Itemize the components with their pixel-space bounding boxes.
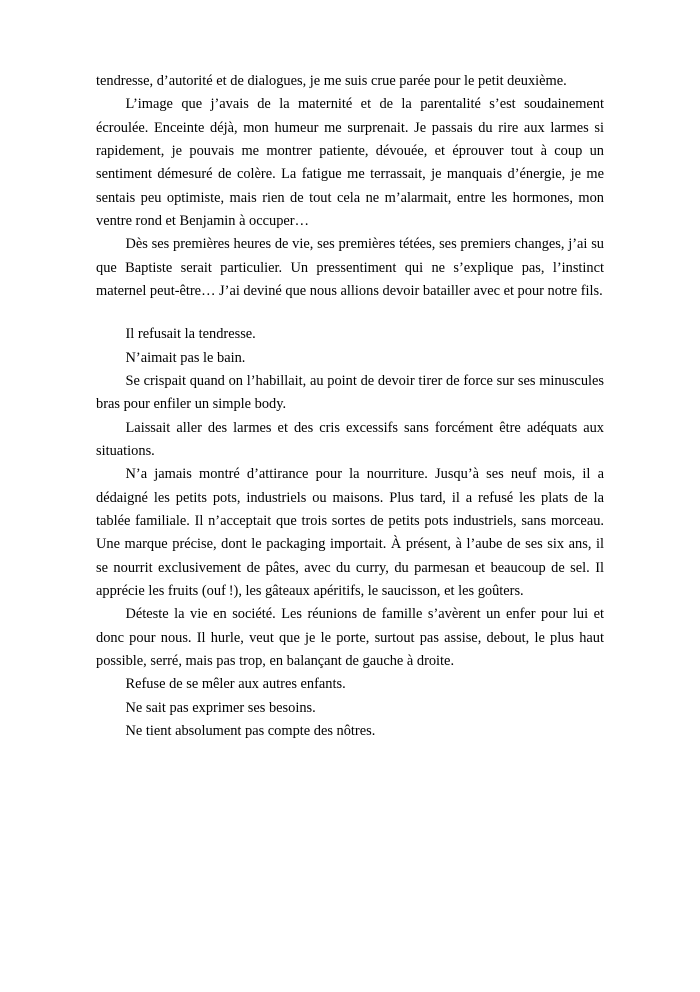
paragraph: Ne sait pas exprimer ses besoins. [125,699,316,716]
paragraph: Déteste la vie en société. Les réunions de famille s’avèrent un enfer pour lui et donc pour nous. Il hurle, veut que je le porte, surtout pas assise, debout, le plus haut possible, serré, mais pas trop, en balançant de gauche à droite. [96,606,604,669]
paragraph: Ne tient absolument pas compte des nôtres. [125,722,376,739]
paragraph: N’a jamais montré d’attirance pour la nourriture. Jusqu’à ses neuf mois, il a dédaigné les petits pots, industriels ou maisons. Plus tard, il a refusé les plats de la tablée familiale. Il n’acceptait que trois sortes de petits pots industriels, sans morceau. Une marque précise, dont le packaging importait. À présent, à l’aube de ses six ans, il se nourrit exclusivement de pâtes, avec du curry, du parmesan et beaucoup de sel. Il apprécie les fruits (ouf !), les gâteaux apéritifs, le saucisson, et les goûters. [96,466,604,599]
paragraph: Laissait aller des larmes et des cris excessifs sans forcément être adéquats aux situations. [96,419,604,459]
paragraph: Il refusait la tendresse. [125,326,256,343]
paragraph-spacer [96,303,604,323]
paragraph: Se crispait quand on l’habillait, au point de devoir tirer de force sur ses minuscules bras pour enfiler un simple body. [96,372,604,413]
document-body [96,70,604,743]
paragraph: tendresse, d’autorité et de dialogues, je me suis crue parée pour le petit deuxième. [96,73,567,89]
paragraph: L’image que j’avais de la maternité et de la parentalité s’est soudainement écroulée. Enceinte déjà, mon humeur me surprenait. Je passais du rire aux larmes si rapidement, je pouvais me montrer patiente, dévouée, et éprouver tout à coup un sentiment démesuré de colère. La fatigue me terrassait, je manquais d’énergie, je me sentais peu optimiste, mais rien de tout cela ne m’alarmait, entre les hormones, mon ventre rond et Benjamin à occuper… [96,96,604,229]
paragraph: Dès ses premières heures de vie, ses premières tétées, ses premiers changes, j’ai su que Baptiste serait particulier. Un pressentiment qui ne s’explique pas, l’instinct maternel peut-être… J’ai deviné que nous allions devoir batailler avec et pour notre fils. [96,236,604,299]
paragraph: Refuse de se mêler aux autres enfants. [125,676,346,693]
paragraph: N’aimait pas le bain. [125,349,246,366]
